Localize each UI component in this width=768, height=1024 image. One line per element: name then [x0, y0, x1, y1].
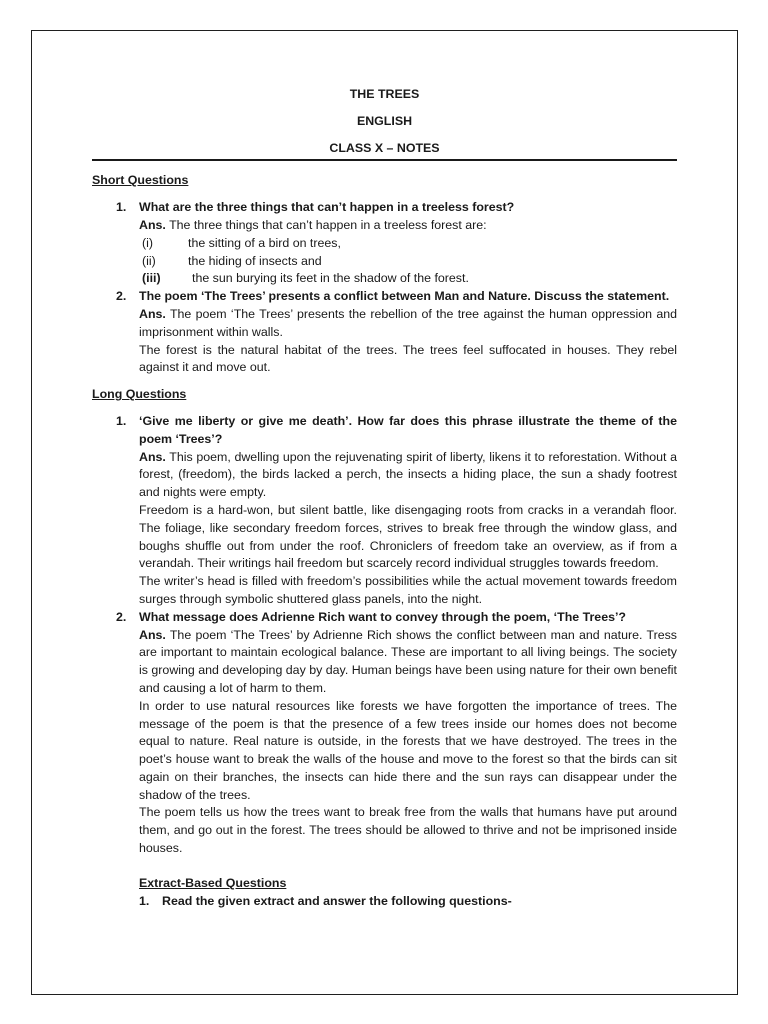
answer-body: The three things that can’t happen in a treeless forest are: [165, 217, 487, 232]
question-number: 1. [116, 200, 127, 215]
answer-paragraph: In order to use natural resources like forests we have forgotten the importance of trees. The message of the poem is that the presence of a few trees inside our homes does not become equal to nature. Real nature is outside, in the forests that we have destroyed. The trees in the poet’s house want to break the walls of the house and move to the forest so that the birds can sit again on their branches, the insects can hide there and the sun rays can disappear under the shadow of the trees. [139, 698, 677, 802]
document-body [92, 86, 677, 910]
question-number: 1. [139, 893, 150, 908]
answer-subitem [139, 253, 677, 271]
answer-paragraph: Freedom is a hard-won, but silent battle, like disengaging roots from cracks in a verandah floor. The foliage, like secondary freedom forces, strives to break free through the window glass, and boughs shuffle out from under the roof. Chroniclers of freedom take an overview, as if from a verandah. Their writings hail freedom but scarcely record individual struggles towards freedom. [139, 502, 677, 571]
long-question-2 [92, 609, 677, 858]
answer-label: Ans. [139, 449, 166, 464]
document-subject: ENGLISH [356, 113, 413, 128]
extract-question-1 [92, 893, 677, 911]
answer-label: Ans. [139, 217, 166, 232]
answer-text [139, 627, 677, 698]
subitem-text: the sun burying its feet in the shadow of the forest. [192, 271, 469, 286]
question-number: 1. [116, 413, 127, 428]
header-divider [92, 159, 677, 161]
subitem-number: (ii) [142, 253, 156, 268]
answer-body: The poem ‘The Trees’ presents the rebellion of the tree against the human oppression and imprisonment within walls. [139, 306, 677, 339]
document-class-notes: CLASS X – NOTES [329, 140, 440, 155]
answer-subitem [139, 270, 677, 288]
question-number: 2. [116, 609, 127, 624]
question-number: 2. [116, 289, 127, 304]
answer-body: This poem, dwelling upon the rejuvenating spirit of liberty, likens it to reforestation. Without a forest, (freedom), the birds lacked a perch, the insects a hiding place, the sun a shady footrest and nights were empty. [139, 449, 677, 500]
question-text: The poem ‘The Trees’ presents a conflict between Man and Nature. Discuss the statement. [139, 289, 670, 304]
answer-paragraph: The writer’s head is filled with freedom’s possibilities while the actual movement towards freedom surges through symbolic shuttered glass panels, into the night. [139, 574, 677, 606]
question-text: ‘Give me liberty or give me death’. How far does this phrase illustrate the theme of the poem ‘Trees’? [139, 413, 677, 446]
subitem-number: (iii) [142, 271, 161, 286]
question-text: Read the given extract and answer the following questions- [162, 893, 512, 908]
subitem-text: the sitting of a bird on trees, [188, 235, 341, 250]
answer-text [139, 217, 677, 235]
short-questions-heading: Short Questions [92, 173, 189, 188]
answer-text [139, 449, 677, 502]
answer-body: The poem ‘The Trees’ by Adrienne Rich shows the conflict between man and nature. Tress are important to maintain ecological balance. These are important to all living beings. The society is growing and developing day by day. Human beings have been using nature for their own benefit and causing a lot of harm to them. [139, 627, 677, 695]
long-questions-heading: Long Questions [92, 387, 187, 402]
answer-label: Ans. [139, 306, 166, 321]
subitem-text: the hiding of insects and [188, 253, 322, 268]
long-question-1 [92, 413, 677, 609]
short-question-1 [92, 199, 677, 288]
question-text: What message does Adrienne Rich want to convey through the poem, ‘The Trees’? [139, 609, 626, 624]
answer-text [139, 306, 677, 342]
question-text: What are the three things that can’t happen in a treeless forest? [139, 200, 515, 215]
extract-questions-heading: Extract-Based Questions [139, 875, 287, 890]
answer-paragraph: The forest is the natural habitat of the trees. The trees feel suffocated in houses. They rebel against it and move out. [139, 342, 677, 375]
short-question-2 [92, 288, 677, 377]
answer-paragraph: The poem tells us how the trees want to break free from the walls that humans have put around them, and go out in the forest. The trees should be allowed to thrive and not be imprisoned inside houses. [139, 805, 677, 856]
answer-subitem [139, 235, 677, 253]
document-title: THE TREES [349, 87, 420, 101]
subitem-number: (i) [142, 235, 154, 250]
answer-label: Ans. [139, 627, 166, 642]
